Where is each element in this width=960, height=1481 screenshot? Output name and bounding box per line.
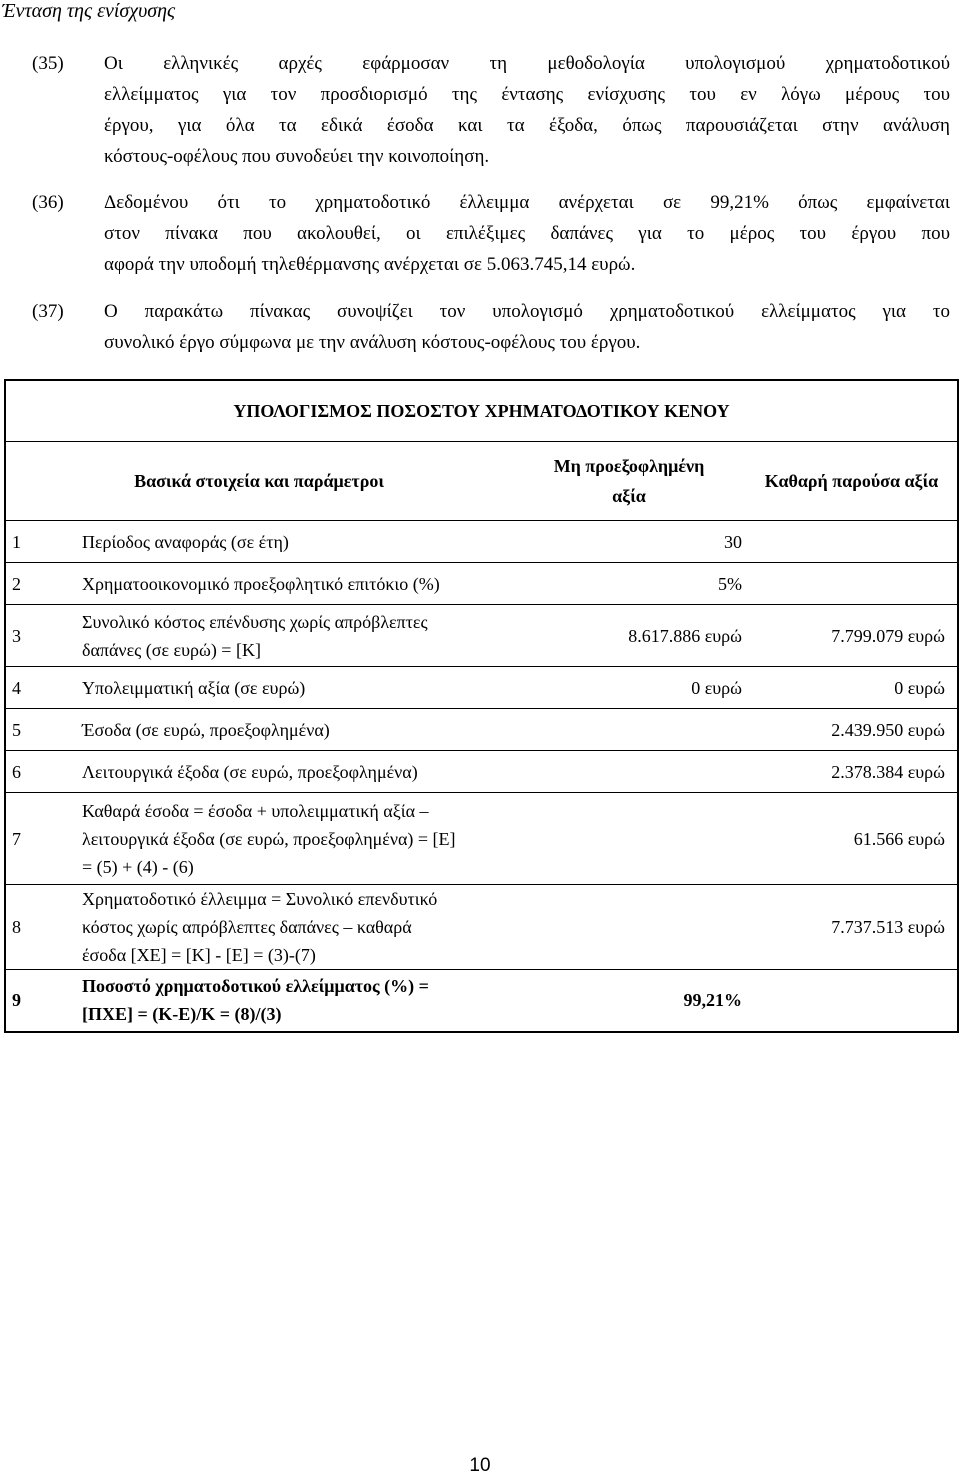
header-undiscounted: Μη προεξοφλημένη αξία xyxy=(512,442,746,521)
undiscounted-value xyxy=(512,885,746,970)
header-params: Βασικά στοιχεία και παράμετροι xyxy=(5,442,512,521)
description-line: Έσοδα (σε ευρώ, προεξοφλημένα) xyxy=(82,719,330,740)
paragraph-line: αφορά την υποδομή τηλεθέρμανσης ανέρχεται σε 5.063.745,14 ευρώ. xyxy=(104,254,636,275)
section-heading: Ένταση της ενίσχυσης xyxy=(2,0,176,22)
row-description xyxy=(82,751,512,793)
npv-value xyxy=(746,563,958,605)
npv-value: 2.439.950 ευρώ xyxy=(746,709,958,751)
paragraph-line: Δεδομένου ότι το χρηματοδοτικό έλλειμμα ανέρχεται σε 99,21% όπως εμφαίνεται xyxy=(104,192,950,213)
undiscounted-value: 8.617.886 ευρώ xyxy=(512,605,746,667)
description-line: λειτουργικά έξοδα (σε ευρώ, προεξοφλημένα) = [E] xyxy=(82,828,456,849)
page-number: 10 xyxy=(469,1455,491,1476)
table-row xyxy=(5,885,958,970)
npv-value: 0 ευρώ xyxy=(746,667,958,709)
description-line: Περίοδος αναφοράς (σε έτη) xyxy=(82,531,289,552)
undiscounted-value: 5% xyxy=(512,563,746,605)
table-row xyxy=(5,563,958,605)
npv-value: 2.378.384 ευρώ xyxy=(746,751,958,793)
financial-gap-table xyxy=(4,379,959,1033)
row-description xyxy=(82,709,512,751)
row-number: 4 xyxy=(5,667,82,709)
table-row xyxy=(5,970,958,1032)
row-description xyxy=(82,521,512,563)
row-description xyxy=(82,667,512,709)
description-line: = (5) + (4) - (6) xyxy=(82,856,194,877)
paragraph-number: (37) xyxy=(32,301,64,322)
paragraph-body xyxy=(104,296,950,358)
header-npv: Καθαρή παρούσα αξία xyxy=(746,442,958,521)
paragraph-body xyxy=(104,187,950,280)
description-line: Υπολειμματική αξία (σε ευρώ) xyxy=(82,677,306,698)
undiscounted-value: 99,21% xyxy=(512,970,746,1032)
description-line: κόστος χωρίς απρόβλεπτες δαπάνες – καθαρά xyxy=(82,917,412,937)
table-row xyxy=(5,667,958,709)
row-description xyxy=(82,563,512,605)
undiscounted-value: 30 xyxy=(512,521,746,563)
paragraph-line: συνολικό έργο σύμφωνα με την ανάλυση κόστους-οφέλους του έργου. xyxy=(104,332,641,353)
undiscounted-value xyxy=(512,709,746,751)
paragraph-body xyxy=(104,48,950,172)
npv-value: 7.737.513 ευρώ xyxy=(746,885,958,970)
table-header-row xyxy=(5,442,958,521)
row-description xyxy=(82,970,512,1032)
description-line: Συνολικό κόστος επένδυσης χωρίς απρόβλεπτες xyxy=(82,611,428,632)
row-number: 7 xyxy=(5,793,82,885)
row-description xyxy=(82,885,512,970)
description-line: [ΠΧΕ] = (K-E)/K = (8)/(3) xyxy=(82,1004,282,1025)
row-description xyxy=(82,793,512,885)
description-line: Λειτουργικά έξοδα (σε ευρώ, προεξοφλημένα) xyxy=(82,761,418,782)
description-line: Χρηματοδοτικό έλλειμμα = Συνολικό επενδυτικό xyxy=(82,889,438,909)
npv-value: 61.566 ευρώ xyxy=(746,793,958,885)
row-number: 3 xyxy=(5,605,82,667)
paragraph-line: κόστους-οφέλους που συνοδεύει την κοινοποίηση. xyxy=(104,146,490,167)
row-number: 6 xyxy=(5,751,82,793)
paragraph-line: Οι ελληνικές αρχές εφάρμοσαν τη μεθοδολογία υπολογισμού χρηματοδοτικού xyxy=(104,53,950,74)
description-line: Καθαρά έσοδα = έσοδα + υπολειμματική αξία – xyxy=(82,800,429,821)
npv-value xyxy=(746,521,958,563)
undiscounted-value xyxy=(512,751,746,793)
description-line: έσοδα [ΧΕ] = [K] - [E] = (3)-(7) xyxy=(82,945,316,965)
description-line: Χρηματοοικονομικό προεξοφλητικό επιτόκιο (%) xyxy=(82,573,440,594)
npv-value xyxy=(746,970,958,1032)
description-line: δαπάνες (σε ευρώ) = [K] xyxy=(82,639,261,660)
paragraph-line: στον πίνακα που ακολουθεί, οι επιλέξιμες δαπάνες για το μέρος του έργου που xyxy=(104,223,950,244)
row-description xyxy=(82,605,512,667)
table-title: ΥΠΟΛΟΓΙΣΜΟΣ ΠΟΣΟΣΤΟΥ ΧΡΗΜΑΤΟΔΟΤΙΚΟΥ ΚΕΝΟΥ xyxy=(5,380,958,442)
paragraph-line: ελλείμματος για τον προσδιορισμό της έντασης ενίσχυσης του εν λόγω μέρους του xyxy=(104,84,950,105)
table-body xyxy=(5,521,958,1032)
row-number: 5 xyxy=(5,709,82,751)
row-number: 9 xyxy=(5,970,82,1032)
table-row xyxy=(5,521,958,563)
paragraph-number: (36) xyxy=(32,192,64,213)
row-number: 1 xyxy=(5,521,82,563)
table-row xyxy=(5,709,958,751)
npv-value: 7.799.079 ευρώ xyxy=(746,605,958,667)
table-row xyxy=(5,793,958,885)
table-row xyxy=(5,751,958,793)
paragraph-number: (35) xyxy=(32,53,64,74)
undiscounted-value xyxy=(512,793,746,885)
paragraph-line: Ο παρακάτω πίνακας συνοψίζει τον υπολογισμό χρηματοδοτικού ελλείμματος για το xyxy=(104,301,950,322)
undiscounted-value: 0 ευρώ xyxy=(512,667,746,709)
row-number: 2 xyxy=(5,563,82,605)
table-row xyxy=(5,605,958,667)
row-number: 8 xyxy=(5,885,82,970)
paragraph-line: έργου, για όλα τα εδικά έσοδα και τα έξοδα, όπως παρουσιάζεται στην ανάλυση xyxy=(104,115,950,136)
description-line: Ποσοστό χρηματοδοτικού ελλείμματος (%) = xyxy=(82,976,429,997)
